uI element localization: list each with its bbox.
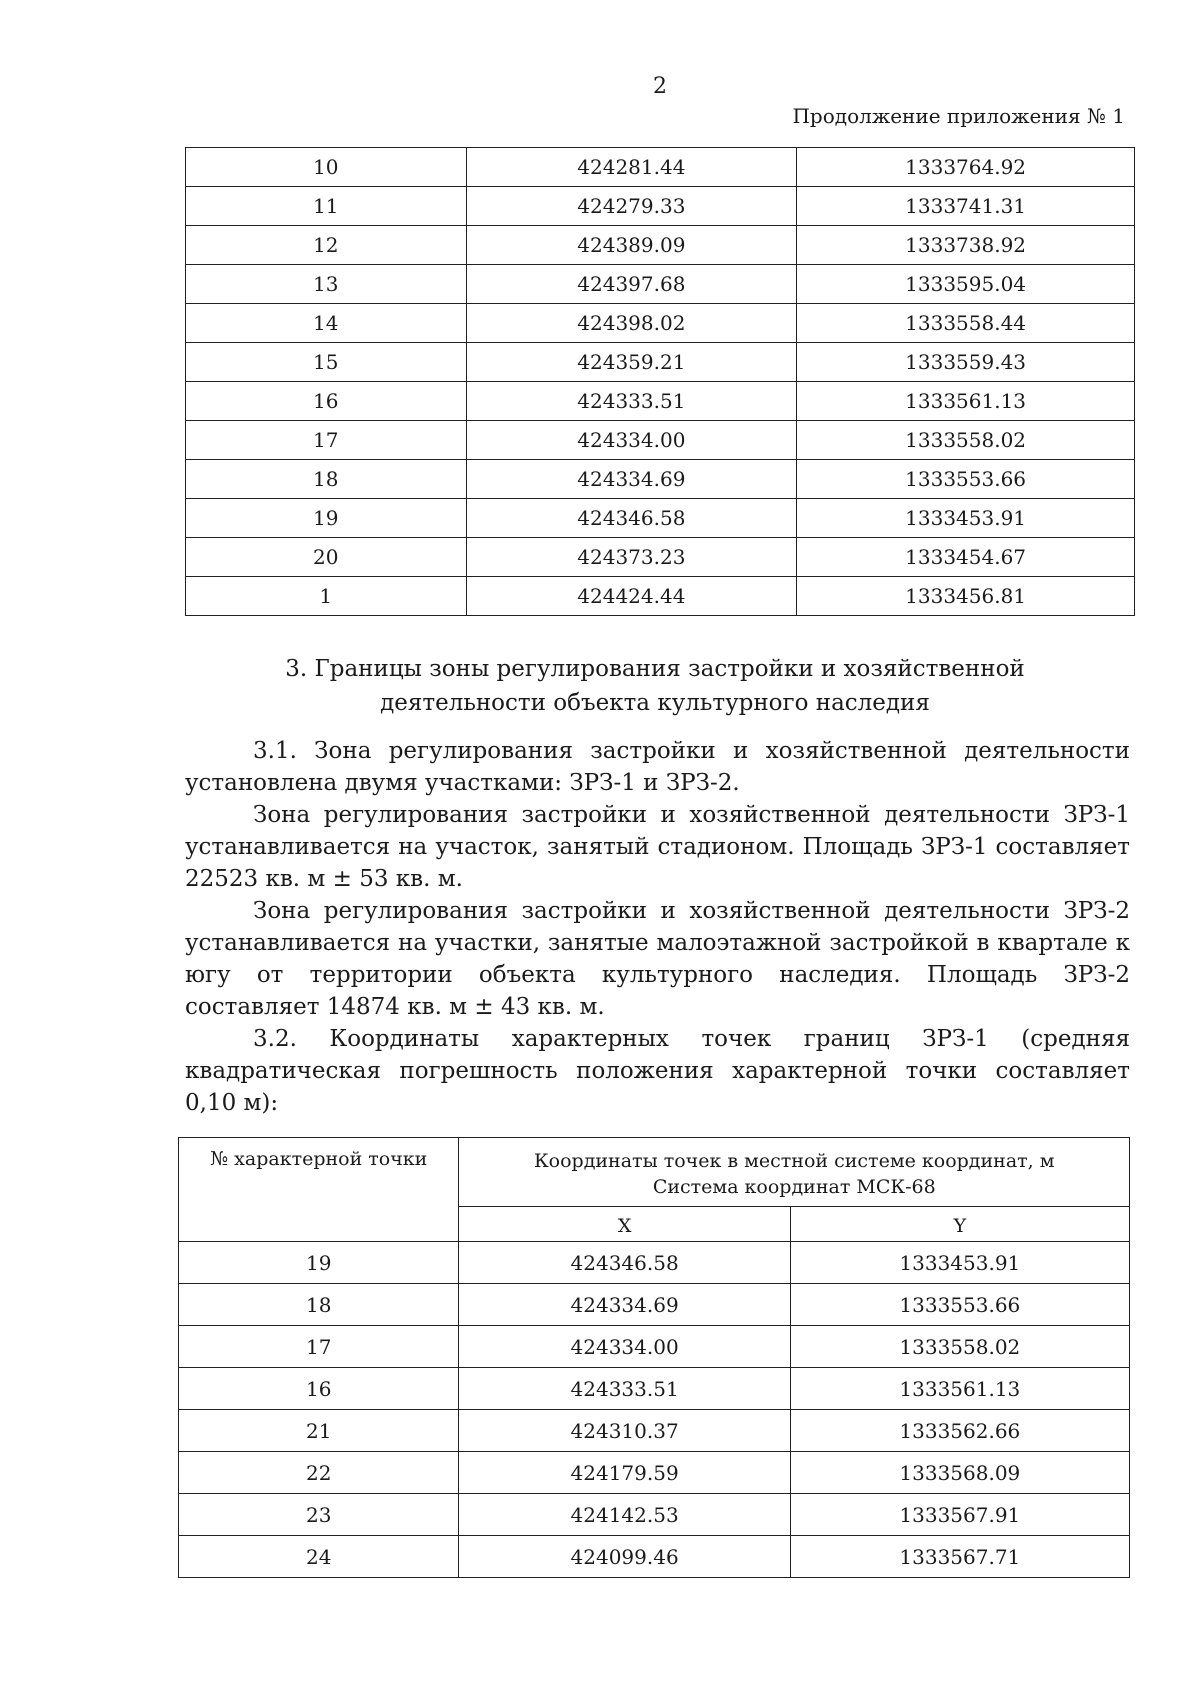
- table-row: [179, 1494, 1130, 1536]
- point-number-cell: 10: [186, 148, 467, 187]
- table-row: [186, 304, 1135, 343]
- paragraph: 3.2. Координаты характерных точек границ ЗРЗ-1 (средняя квадратическая погрешность положения характерной точки составляет 0,10 м):: [185, 1026, 1130, 1116]
- point-number-cell: 20: [186, 538, 467, 577]
- header-x: X: [459, 1207, 790, 1242]
- point-number-cell: 23: [179, 1494, 459, 1536]
- table-row: [186, 577, 1135, 616]
- y-coordinate-cell: 1333561.13: [797, 382, 1135, 421]
- header-coordinates-line1: Координаты точек в местной системе координат, м: [533, 1150, 1055, 1172]
- y-coordinate-cell: 1333453.91: [797, 499, 1135, 538]
- y-coordinate-cell: 1333595.04: [797, 265, 1135, 304]
- x-coordinate-cell: 424334.00: [459, 1326, 790, 1368]
- x-coordinate-cell: 424346.58: [459, 1242, 790, 1284]
- table-row: [186, 382, 1135, 421]
- paragraph: 3.1. Зона регулирования застройки и хозяйственной деятельности установлена двумя участками: ЗРЗ-1 и ЗРЗ-2.: [185, 738, 1130, 796]
- y-coordinate-cell: 1333558.02: [790, 1326, 1129, 1368]
- x-coordinate-cell: 424397.68: [466, 265, 797, 304]
- x-coordinate-cell: 424179.59: [459, 1452, 790, 1494]
- x-coordinate-cell: 424334.00: [466, 421, 797, 460]
- table-row: [179, 1536, 1130, 1578]
- y-coordinate-cell: 1333568.09: [790, 1452, 1129, 1494]
- point-number-cell: 18: [179, 1284, 459, 1326]
- table-row: [186, 499, 1135, 538]
- section-heading-line2: деятельности объекта культурного наследия: [380, 690, 930, 716]
- point-number-cell: 16: [186, 382, 467, 421]
- y-coordinate-cell: 1333553.66: [797, 460, 1135, 499]
- y-coordinate-cell: 1333562.66: [790, 1410, 1129, 1452]
- x-coordinate-cell: 424310.37: [459, 1410, 790, 1452]
- x-coordinate-cell: 424373.23: [466, 538, 797, 577]
- section-heading-line1: 3. Границы зоны регулирования застройки и хозяйственной: [285, 656, 1025, 682]
- table-row: [186, 343, 1135, 382]
- point-number-cell: 21: [179, 1410, 459, 1452]
- table-row: [179, 1368, 1130, 1410]
- y-coordinate-cell: 1333453.91: [790, 1242, 1129, 1284]
- table-row: [179, 1242, 1130, 1284]
- header-coordinates-line2: Система координат МСК-68: [652, 1176, 936, 1198]
- table-row: [186, 460, 1135, 499]
- point-number-cell: 1: [186, 577, 467, 616]
- paragraph: Зона регулирования застройки и хозяйственной деятельности ЗРЗ-2 устанавливается на участки, занятые малоэтажной застройкой в квартале к югу от территории объекта культурного наследия. Площадь ЗРЗ-2 составляет 14874 кв. м ± 43 кв. м.: [185, 898, 1130, 1020]
- y-coordinate-cell: 1333456.81: [797, 577, 1135, 616]
- section-body: [185, 735, 1130, 1119]
- y-coordinate-cell: 1333559.43: [797, 343, 1135, 382]
- point-number-cell: 15: [186, 343, 467, 382]
- header-point-number: № характерной точки: [179, 1138, 459, 1242]
- page-number: 2: [653, 74, 667, 99]
- section-heading: [245, 652, 1065, 720]
- x-coordinate-cell: 424346.58: [466, 499, 797, 538]
- x-coordinate-cell: 424334.69: [459, 1284, 790, 1326]
- x-coordinate-cell: 424333.51: [466, 382, 797, 421]
- table-row: [179, 1410, 1130, 1452]
- x-coordinate-cell: 424398.02: [466, 304, 797, 343]
- y-coordinate-cell: 1333764.92: [797, 148, 1135, 187]
- point-number-cell: 24: [179, 1536, 459, 1578]
- continuation-label: Продолжение приложения № 1: [792, 104, 1125, 128]
- header-y: Y: [790, 1207, 1129, 1242]
- paragraph: Зона регулирования застройки и хозяйственной деятельности ЗРЗ-1 устанавливается на участок, занятый стадионом. Площадь ЗРЗ-1 составляет 22523 кв. м ± 53 кв. м.: [185, 802, 1130, 892]
- point-number-cell: 19: [179, 1242, 459, 1284]
- zrz1-coordinates-table: [178, 1137, 1130, 1578]
- y-coordinate-cell: 1333558.02: [797, 421, 1135, 460]
- table-row: [186, 148, 1135, 187]
- point-number-cell: 18: [186, 460, 467, 499]
- y-coordinate-cell: 1333738.92: [797, 226, 1135, 265]
- x-coordinate-cell: 424334.69: [466, 460, 797, 499]
- header-coordinates: [459, 1138, 1130, 1207]
- y-coordinate-cell: 1333741.31: [797, 187, 1135, 226]
- table-row: [186, 226, 1135, 265]
- point-number-cell: 19: [186, 499, 467, 538]
- table-row: [179, 1452, 1130, 1494]
- x-coordinate-cell: 424389.09: [466, 226, 797, 265]
- x-coordinate-cell: 424142.53: [459, 1494, 790, 1536]
- top-coordinates-table: [185, 147, 1135, 616]
- point-number-cell: 11: [186, 187, 467, 226]
- table-row: [179, 1284, 1130, 1326]
- table-row: [179, 1326, 1130, 1368]
- point-number-cell: 17: [179, 1326, 459, 1368]
- point-number-cell: 12: [186, 226, 467, 265]
- y-coordinate-cell: 1333567.91: [790, 1494, 1129, 1536]
- point-number-cell: 13: [186, 265, 467, 304]
- y-coordinate-cell: 1333454.67: [797, 538, 1135, 577]
- table-row: [186, 421, 1135, 460]
- x-coordinate-cell: 424333.51: [459, 1368, 790, 1410]
- y-coordinate-cell: 1333567.71: [790, 1536, 1129, 1578]
- x-coordinate-cell: 424424.44: [466, 577, 797, 616]
- table-row: [186, 538, 1135, 577]
- table-row: [186, 265, 1135, 304]
- y-coordinate-cell: 1333553.66: [790, 1284, 1129, 1326]
- table-row: [186, 187, 1135, 226]
- point-number-cell: 14: [186, 304, 467, 343]
- x-coordinate-cell: 424279.33: [466, 187, 797, 226]
- y-coordinate-cell: 1333558.44: [797, 304, 1135, 343]
- x-coordinate-cell: 424099.46: [459, 1536, 790, 1578]
- x-coordinate-cell: 424281.44: [466, 148, 797, 187]
- point-number-cell: 22: [179, 1452, 459, 1494]
- point-number-cell: 16: [179, 1368, 459, 1410]
- point-number-cell: 17: [186, 421, 467, 460]
- x-coordinate-cell: 424359.21: [466, 343, 797, 382]
- y-coordinate-cell: 1333561.13: [790, 1368, 1129, 1410]
